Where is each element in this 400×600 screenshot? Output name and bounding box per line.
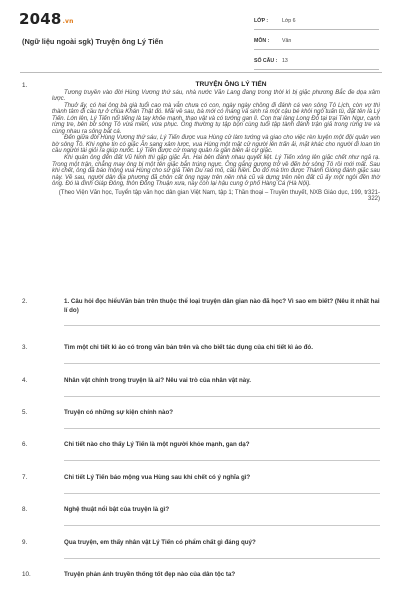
question-text: Chi tiết Lý Tiến báo mộng vua Hùng sau khi chết có ý nghĩa gì?	[64, 474, 251, 481]
passage-source: (Theo Viện Văn học, Tuyển tập văn học dân gian Việt Nam, tập 1; Thần thoại – Truyền thuyết, NXB Giáo dục, 199, tr321-322)	[58, 189, 380, 203]
meta-label: MÔN :	[254, 38, 270, 44]
meta-row-subject	[254, 33, 379, 50]
question-number: 7.	[22, 474, 28, 481]
answer-line	[64, 428, 380, 429]
meta-value: 13	[282, 58, 288, 64]
reading-passage	[52, 82, 380, 203]
site-logo[interactable]	[19, 10, 74, 28]
meta-row-count	[254, 53, 379, 70]
passage-paragraph: Tương truyền vào đời Hùng Vương thứ sáu, nhà nước Văn Lang đang trong thời kì bị giặc phương Bắc đe dọa xâm lược.	[52, 89, 380, 103]
meta-row-class	[254, 13, 379, 30]
question-text: Truyện phản ánh truyền thống tốt đẹp nào của dân tộc ta?	[64, 571, 236, 578]
question-number: 10.	[22, 571, 31, 578]
question-text: 1. Câu hỏi đọc hiểuVăn bản trên thuộc thể loại truyện dân gian nào đã học? Vì sao em biết? (Nêu ít nhất hai lí do)	[64, 298, 380, 314]
meta-label: SỐ CÂU :	[254, 58, 278, 64]
page-title: (Ngữ liệu ngoài sgk) Truyện ông Lý Tiến	[22, 37, 164, 46]
meta-value: Văn	[282, 38, 292, 44]
question-number: 8.	[22, 506, 28, 513]
meta-value: Lớp 6	[282, 18, 296, 24]
passage-title: TRUYỆN ÔNG LÝ TIẾN	[195, 81, 267, 88]
answer-line	[64, 363, 380, 364]
question-number: 2.	[22, 298, 28, 305]
question-number: 6.	[22, 441, 28, 448]
question-text: Qua truyện, em thấy nhân vật Lý Tiến có phẩm chất gì đáng quý?	[64, 539, 256, 546]
question-text: Nhân vật chính trong truyện là ai? Nêu vai trò của nhân vật này.	[64, 377, 251, 384]
question-number: 5.	[22, 409, 28, 416]
header-divider	[20, 72, 382, 73]
passage-paragraph: Đến giữa đời Hùng Vương thứ sáu, Lý Tiến được vua Hùng cử làm tướng và giao cho việc rèn luyện một đội quân ven bờ sông Tô. Khi nghe tin có giặc Ân sang xâm lược, vua Hùng một mặt cử người lên trấn ải, mặt khác cho người đi loan tin cầu người tài giỏi ra giúp nước. Lý Tiến được cử mang quân ra gần biên ải cự giặc.	[52, 135, 380, 155]
answer-line	[64, 493, 380, 494]
question-number: 3.	[22, 344, 28, 351]
question-text: Chi tiết nào cho thấy Lý Tiến là một người khỏe mạnh, gan dạ?	[64, 441, 250, 448]
logo-suffix: .vn	[62, 18, 74, 25]
question-number: 4.	[22, 377, 28, 384]
question-text: Truyện có những sự kiện chính nào?	[64, 409, 174, 416]
answer-line	[64, 558, 380, 559]
passage-paragraph: Thuở ấy, có hai ông bà già tuổi cao mà vẫn chưa có con, ngày ngày chồng đi đánh cá ven sông Tô Lịch, còn vợ thì thành tâm đi cầu tự ở chùa Khán Thật đó. Mãi về sau, bà mới có mang và sinh ra một cậu bé khôi ngô tuấn tú, đặt tên là Lý Tiến. Lớn lên, Lý Tiến nổi tiếng là tay khỏe mạnh, thạo vật và có tướng gan lì. Con trai làng Long Đỗ tại trại Tiên Ngư, cạnh rừng tre, bên bờ sông Tô vừa miền, vừa phục. Ông thường tụ tập bọn cùng tuổi tập tành đánh trận giả trong rừng tre và cùng nhau ra sông bắt cá.	[52, 102, 380, 135]
meta-label: LỚP :	[254, 18, 269, 24]
question-text: Nghệ thuật nổi bật của truyện là gì?	[64, 506, 170, 513]
answer-line	[64, 525, 380, 526]
answer-line	[64, 460, 380, 461]
answer-line	[64, 396, 380, 397]
question-number: 1.	[22, 82, 28, 89]
meta-info	[254, 13, 379, 73]
logo-main: 2048	[19, 10, 62, 28]
answer-line	[64, 325, 380, 326]
question-number: 9.	[22, 539, 28, 546]
question-text: Tìm một chi tiết kì ảo có trong văn bản trên và cho biết tác dụng của chi tiết kì ảo đó.	[64, 344, 313, 351]
passage-paragraph: Khi quân ông đến đất Vũ Ninh thì gặp giặc Ân. Hai bên đánh nhau quyết liệt. Lý Tiến xông lên giặc chết như ngả rạ. Trong một trận, chẳng may ông bị một tên giặc bắn trúng ngực. Ông gắng gượng trở về đến bờ sông Tô rồi mới mất. Sau khi chết, ông đã báo mộng vua Hùng cho sứ giả Tiên Du rao mõ, cầu hiền. Do đó mà tìm được Thánh Gióng đánh giặc sau này. Về sau, người dân địa phương đã chôn cất ông ngay trên nền nhà cũ và dựng trên nền đất cũ ấy một ngôi đền thờ ông. Đó là đình Giáp Đông, thôn Đông Thuận xưa, nay còn lại hậu cung ở phố Hàng Cá (Hà Nội).	[52, 155, 380, 188]
